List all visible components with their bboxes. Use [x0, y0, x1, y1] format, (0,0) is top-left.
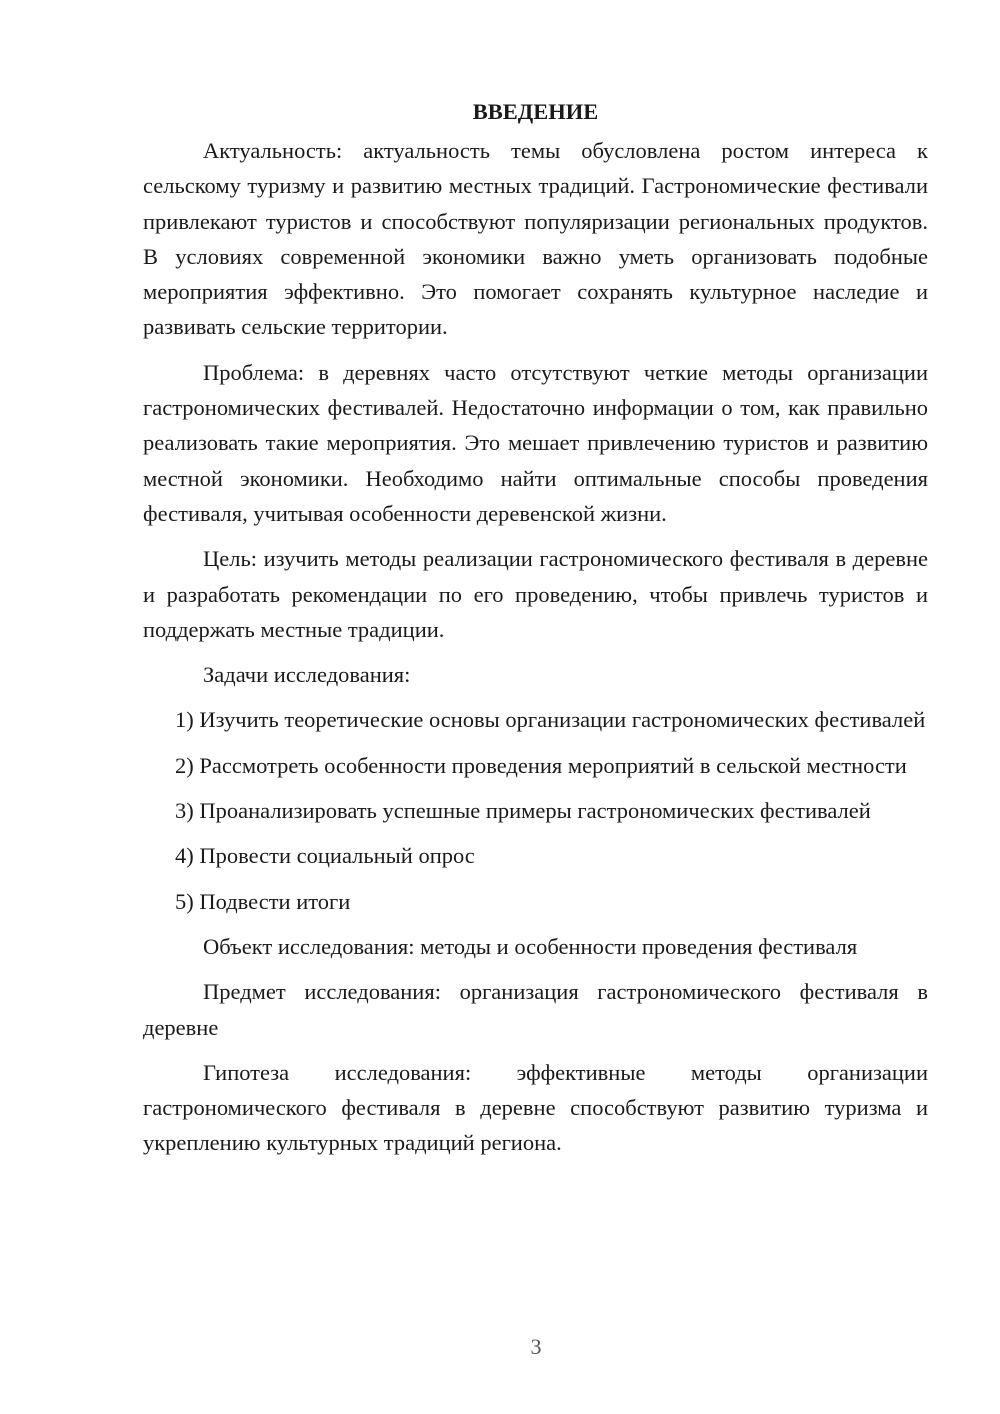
object-paragraph: Объект исследования: методы и особенности проведения фестиваля — [203, 933, 858, 959]
page-content — [143, 94, 928, 1171]
tasks-heading: Задачи исследования: — [203, 662, 411, 688]
subject-paragraph: Предмет исследования: организация гастрономического фестиваля в деревне — [143, 979, 928, 1040]
page-title: ВВЕДЕНИЕ — [472, 99, 599, 124]
task-item-1: 1) Изучить теоретические основы организации гастрономических фестивалей — [175, 707, 926, 733]
task-item-5: 5) Подвести итоги — [175, 888, 351, 914]
goal-paragraph: Цель: изучить методы реализации гастрономического фестиваля в деревне и разработать рекомендации по его проведению, чтобы привлечь туристов и поддержать местные традиции. — [143, 546, 928, 642]
hypothesis-paragraph: Гипотеза исследования: эффективные методы организации гастрономического фестиваля в деревне способствуют развитию туризма и укреплению культурных традиций региона. — [143, 1059, 928, 1156]
problem-paragraph: Проблема: в деревнях часто отсутствуют четкие методы организации гастрономических фестивалей. Недостаточно информации о том, как правильно реализовать такие мероприятия. Это мешает привлечению туристов и развитию местной экономики. Необходимо найти оптимальные способы проведения фестиваля, учитывая особенности деревенской жизни. — [143, 359, 928, 526]
task-item-4: 4) Провести социальный опрос — [175, 843, 475, 869]
task-item-3: 3) Проанализировать успешные примеры гастрономических фестивалей — [175, 798, 871, 824]
relevance-paragraph: Актуальность: актуальность темы обусловлена ростом интереса к сельскому туризму и развитию местных традиций. Гастрономические фестивали привлекают туристов и способствуют популяризации региональных продуктов. В условиях современной экономики важно уметь организовать подобные мероприятия эффективно. Это помогает сохранять культурное наследие и развивать сельские территории. — [143, 138, 928, 340]
page-number: 3 — [530, 1334, 542, 1359]
task-item-2: 2) Рассмотреть особенности проведения мероприятий в сельской местности — [175, 752, 907, 778]
